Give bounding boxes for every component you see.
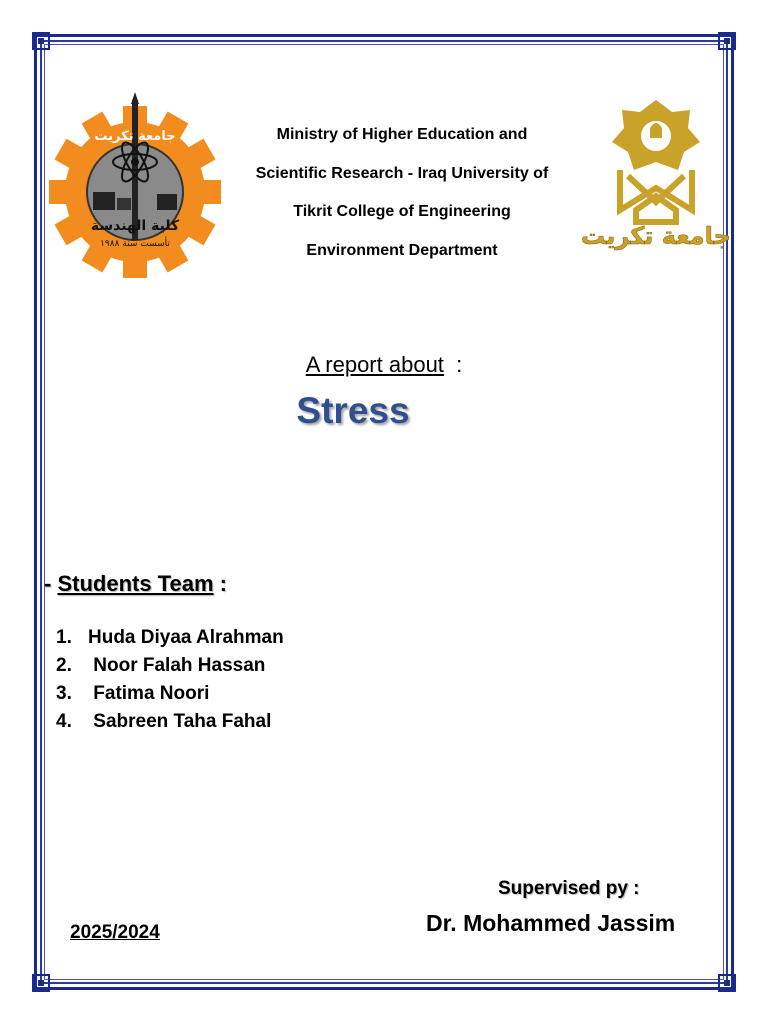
report-title: Stress <box>296 390 410 431</box>
student-name: Huda Diyaa Alrahman <box>88 627 284 648</box>
team-heading-label: Students Team <box>57 571 214 596</box>
report-about-label: A report about <box>305 352 444 377</box>
header-line-ministry: Ministry of Higher Education and <box>276 126 528 143</box>
corner-ornament-icon <box>30 30 52 52</box>
supervised-by-label: Supervised py : <box>498 878 640 899</box>
svg-text:تأسست سنة ١٩٨٨: تأسست سنة ١٩٨٨ <box>100 239 170 249</box>
corner-ornament-icon <box>716 30 738 52</box>
student-name: Fatima Noori <box>88 683 210 704</box>
list-item-number: 3. <box>56 683 72 704</box>
tikrit-university-logo-icon <box>580 92 732 252</box>
students-list <box>56 624 284 736</box>
svg-text:كلية الهندسة: كلية الهندسة <box>90 218 180 234</box>
list-item <box>56 708 284 736</box>
header-line-department: Environment Department <box>306 241 498 259</box>
list-item <box>56 652 284 680</box>
list-item-number: 1. <box>56 627 72 648</box>
list-item <box>56 680 284 708</box>
supervisor-name: Dr. Mohammed Jassim <box>426 910 676 936</box>
team-dash: - <box>44 571 52 596</box>
academic-year: 2025/2024 <box>70 922 160 943</box>
corner-ornament-icon <box>30 972 52 994</box>
list-item <box>56 624 284 652</box>
list-item-number: 4. <box>56 711 72 732</box>
list-item-number: 2. <box>56 655 72 676</box>
corner-ornament-icon <box>716 972 738 994</box>
institution-header <box>226 116 578 270</box>
svg-text:جامعة تكريت: جامعة تكريت <box>581 222 731 250</box>
student-name: Sabreen Taha Fahal <box>88 711 272 732</box>
header-line-college: Tikrit College of Engineering <box>293 203 511 220</box>
college-of-engineering-logo-icon <box>44 92 226 280</box>
report-about-line <box>0 350 768 380</box>
students-team-heading <box>44 571 227 597</box>
team-heading-colon: : <box>219 571 227 596</box>
header-line-research: Scientific Research - Iraq University of <box>255 164 549 182</box>
svg-text:جامعة تكريت: جامعة تكريت <box>94 129 176 144</box>
report-about-colon: : <box>456 352 463 377</box>
student-name: Noor Falah Hassan <box>88 655 266 676</box>
